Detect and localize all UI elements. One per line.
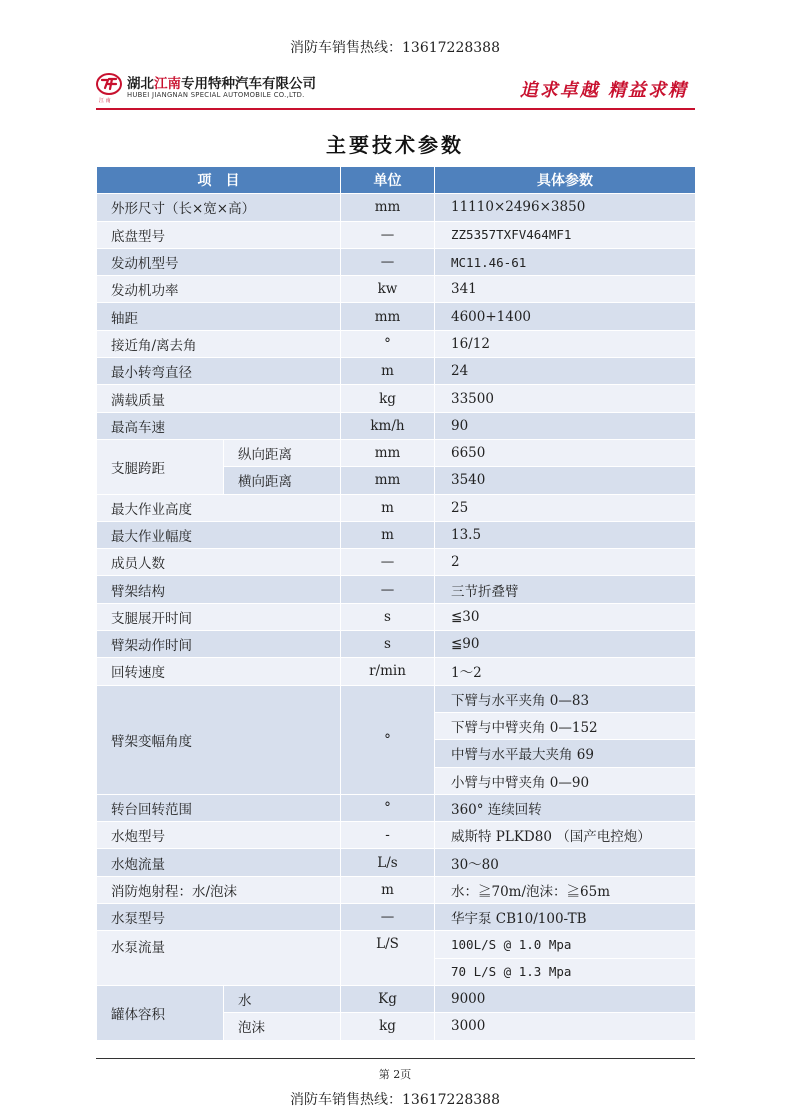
table-row	[97, 194, 696, 221]
param-name: 成员人数	[97, 549, 341, 576]
param-value: 威斯特 PLKD80 （国产电控炮）	[435, 822, 696, 849]
table-row	[97, 358, 696, 385]
page-number: 第 2页	[378, 1068, 412, 1081]
param-unit: —	[341, 549, 435, 576]
param-value: ZZ5357TXFV464MF1	[435, 221, 696, 248]
table-row	[97, 631, 696, 658]
param-value: 9000	[435, 985, 696, 1012]
param-unit: L/S	[341, 931, 435, 986]
header-unit: 单位	[341, 167, 435, 194]
param-value: 下臂与水平夹角 0—83	[435, 685, 696, 712]
slogan: 追求卓越 精益求精	[519, 80, 688, 101]
param-unit: m	[341, 358, 435, 385]
param-value: 33500	[435, 385, 696, 412]
table-row	[97, 985, 696, 1012]
table-row	[97, 904, 696, 931]
param-unit: °	[341, 794, 435, 821]
param-unit: —	[341, 904, 435, 931]
param-value: 360° 连续回转	[435, 794, 696, 821]
page-title: 主要技术参数	[326, 133, 464, 157]
table-row	[97, 385, 696, 412]
param-subname: 横向距离	[224, 467, 341, 494]
spec-table	[96, 166, 696, 1041]
param-unit: —	[341, 221, 435, 248]
param-name: 消防炮射程：水/泡沫	[97, 876, 341, 903]
table-row	[97, 221, 696, 248]
param-value: ≦90	[435, 631, 696, 658]
param-value: 4600+1400	[435, 303, 696, 330]
header-value: 具体参数	[435, 167, 696, 194]
param-name: 发动机型号	[97, 248, 341, 275]
param-name: 支腿展开时间	[97, 603, 341, 630]
footer-divider	[96, 1058, 695, 1059]
table-row	[97, 876, 696, 903]
param-name: 发动机功率	[97, 276, 341, 303]
param-name: 最大作业幅度	[97, 521, 341, 548]
param-value: 70 L/S @ 1.3 Mpa	[435, 958, 696, 985]
param-name: 满载质量	[97, 385, 341, 412]
param-unit: r/min	[341, 658, 435, 685]
param-unit: s	[341, 603, 435, 630]
param-unit: mm	[341, 303, 435, 330]
param-unit: kw	[341, 276, 435, 303]
param-name: 臂架动作时间	[97, 631, 341, 658]
param-name: 底盘型号	[97, 221, 341, 248]
param-value: 3000	[435, 1013, 696, 1040]
param-name: 臂架变幅角度	[97, 685, 341, 794]
table-row	[97, 549, 696, 576]
param-unit: L/s	[341, 849, 435, 876]
param-value: 小臂与中臂夹角 0—90	[435, 767, 696, 794]
param-value: 1～2	[435, 658, 696, 685]
param-value: 11110×2496×3850	[435, 194, 696, 221]
param-unit: Kg	[341, 985, 435, 1012]
table-row	[97, 658, 696, 685]
table-row	[97, 439, 696, 466]
param-unit: °	[341, 685, 435, 794]
param-name: 水炮流量	[97, 849, 341, 876]
param-unit: m	[341, 521, 435, 548]
company-name: 湖北江南专用特种汽车有限公司	[127, 76, 316, 92]
company-logo-icon	[96, 72, 122, 98]
param-unit: m	[341, 494, 435, 521]
table-row	[97, 685, 696, 712]
param-name: 回转速度	[97, 658, 341, 685]
param-unit: —	[341, 576, 435, 603]
table-row	[97, 276, 696, 303]
param-value: 30～80	[435, 849, 696, 876]
param-value: 24	[435, 358, 696, 385]
header-divider	[96, 108, 695, 110]
param-value: MC11.46-61	[435, 248, 696, 275]
table-row	[97, 248, 696, 275]
param-name: 罐体容积	[97, 985, 224, 1040]
page-header	[96, 70, 696, 108]
param-value: 6650	[435, 439, 696, 466]
param-value: 90	[435, 412, 696, 439]
param-name: 接近角/离去角	[97, 330, 341, 357]
param-value: 341	[435, 276, 696, 303]
param-subname: 纵向距离	[224, 439, 341, 466]
param-value: ≦30	[435, 603, 696, 630]
table-row	[97, 794, 696, 821]
param-unit: mm	[341, 194, 435, 221]
param-name: 转台回转范围	[97, 794, 341, 821]
param-name: 水炮型号	[97, 822, 341, 849]
param-value: 水：≧70m/泡沫：≧65m	[435, 876, 696, 903]
param-unit: °	[341, 330, 435, 357]
param-value: 100L/S @ 1.0 Mpa	[435, 931, 696, 958]
param-unit: mm	[341, 467, 435, 494]
header-item: 项 目	[97, 167, 341, 194]
param-name: 支腿跨距	[97, 439, 224, 494]
table-row	[97, 849, 696, 876]
param-name: 水泵流量	[97, 931, 341, 986]
sales-hotline-bottom: 消防车销售热线：13617228388	[290, 1092, 500, 1108]
param-value: 16/12	[435, 330, 696, 357]
param-unit: m	[341, 876, 435, 903]
param-name: 最高车速	[97, 412, 341, 439]
table-row	[97, 576, 696, 603]
param-value: 下臂与中臂夹角 0—152	[435, 712, 696, 739]
table-row	[97, 822, 696, 849]
table-row	[97, 494, 696, 521]
param-value: 三节折叠臂	[435, 576, 696, 603]
table-row	[97, 931, 696, 958]
param-name: 臂架结构	[97, 576, 341, 603]
param-value: 华宇泵 CB10/100-TB	[435, 904, 696, 931]
param-unit: km/h	[341, 412, 435, 439]
param-name: 最小转弯直径	[97, 358, 341, 385]
param-value: 13.5	[435, 521, 696, 548]
param-name: 水泵型号	[97, 904, 341, 931]
param-value: 3540	[435, 467, 696, 494]
table-row	[97, 303, 696, 330]
table-header-row	[97, 167, 696, 194]
sales-hotline-top: 消防车销售热线：13617228388	[290, 40, 500, 56]
param-value: 中臂与水平最大夹角 69	[435, 740, 696, 767]
param-name: 外形尺寸（长×宽×高）	[97, 194, 341, 221]
param-unit: kg	[341, 1013, 435, 1040]
param-unit: mm	[341, 439, 435, 466]
param-value: 25	[435, 494, 696, 521]
param-subname: 泡沫	[224, 1013, 341, 1040]
param-unit: s	[341, 631, 435, 658]
param-subname: 水	[224, 985, 341, 1012]
param-unit: —	[341, 248, 435, 275]
param-unit: -	[341, 822, 435, 849]
table-row	[97, 412, 696, 439]
param-name: 轴距	[97, 303, 341, 330]
param-name: 最大作业高度	[97, 494, 341, 521]
table-row	[97, 330, 696, 357]
param-value: 2	[435, 549, 696, 576]
param-unit: kg	[341, 385, 435, 412]
table-row	[97, 521, 696, 548]
company-name-en: HUBEI JIANGNAN SPECIAL AUTOMOBILE CO.,LTD.	[127, 91, 305, 99]
table-row	[97, 603, 696, 630]
logo-caption: 江 南	[99, 98, 111, 104]
